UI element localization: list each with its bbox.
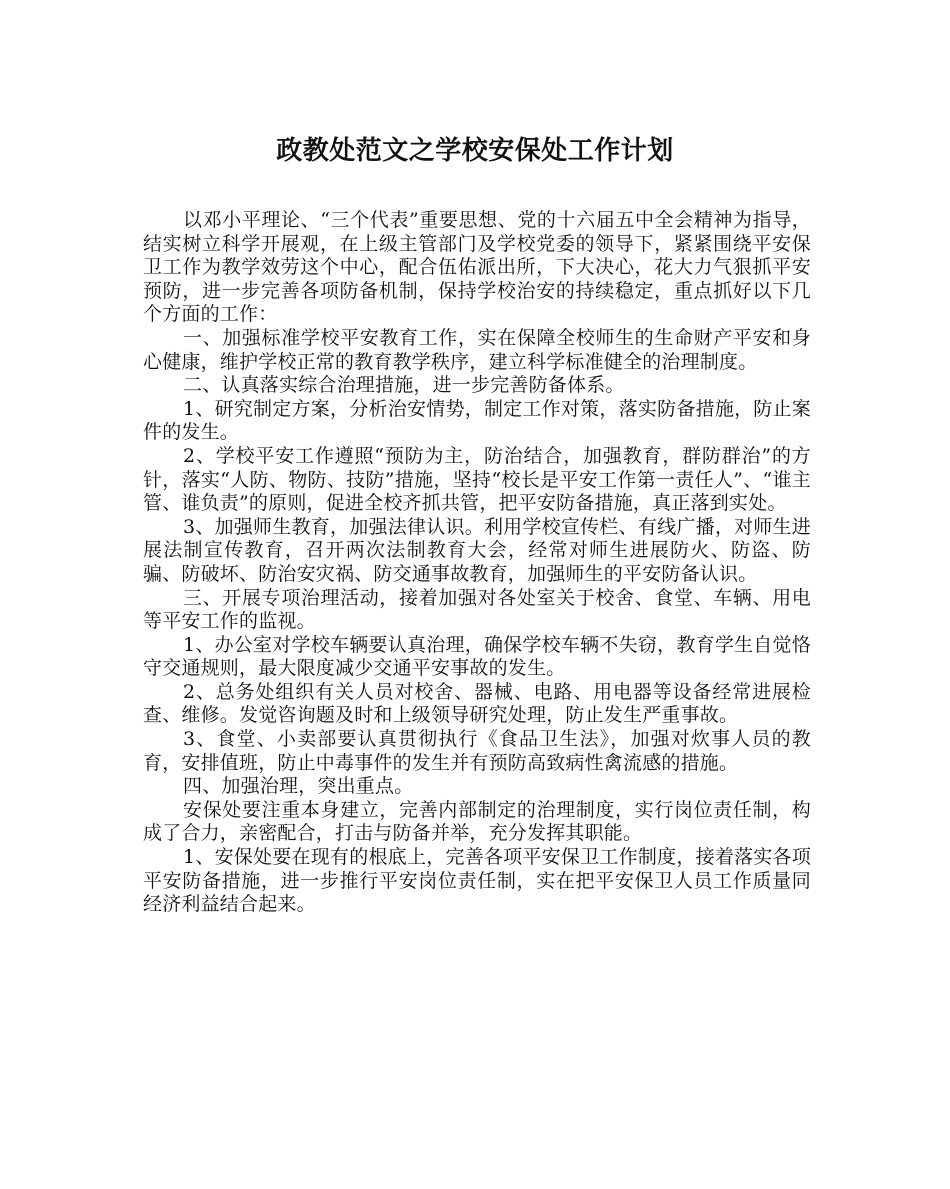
document-body — [143, 209, 811, 917]
paragraph-section-2: 二、认真落实综合治理措施，进一步完善防备体系。 — [183, 374, 625, 397]
paragraph-section-1: 一、加强标准学校平安教育工作，实在保障全校师生的生命财产平安和身心健康，维护学校正常的教育教学秩序，建立科学标准健全的治理制度。 — [143, 326, 811, 373]
paragraph-section-4: 四、加强治理，突出重点。 — [183, 775, 414, 798]
paragraph-section-2-item-3: 3、加强师生教育，加强法律认识。利用学校宣传栏、有线广播，对师生进展法制宣传教育，召开两次法制教育大会，经常对师生进展防火、防盗、防骗、防破坏、防治安灾祸、防交通事故教育，加强师生的平安防备认识。 — [143, 515, 811, 585]
paragraph-section-3-item-1: 1、办公室对学校车辆要认真治理，确保学校车辆不失窃，教育学生自觉恪守交通规则，最大限度减少交通平安事故的发生。 — [143, 633, 811, 680]
paragraph-section-2-item-2: 2、学校平安工作遵照“预防为主，防治结合，加强教育，群防群治”的方针，落实“人防、物防、技防”措施，坚持“校长是平安工作第一责任人”、“谁主管、谁负责”的原则，促进全校齐抓共管，把平安防备措施，真正落到实处。 — [143, 444, 812, 515]
document-title: 政教处范文之学校安保处工作计划 — [276, 136, 674, 166]
paragraph-section-2-item-1: 1、研究制定方案，分析治安情势，制定工作对策，落实防备措施，防止案件的发生。 — [143, 397, 811, 444]
paragraph-section-3: 三、开展专项治理活动，接着加强对各处室关于校舍、食堂、车辆、用电等平安工作的监视。 — [143, 586, 811, 633]
paragraph-intro: 以邓小平理论、“三个代表”重要思想、党的十六届五中全会精神为指导，结实树立科学开展观，在上级主管部门及学校党委的领导下，紧紧围绕平安保卫工作为教学效劳这个中心，配合伍佑派出所，下大决心，花大力气狠抓平安预防，进一步完善各项防备机制，保持学校治安的持续稳定，重点抓好以下几个方面的工作： — [143, 209, 811, 326]
paragraph-section-4-intro: 安保处要注重本身建立，完善内部制定的治理制度，实行岗位责任制，构成了合力，亲密配合，打击与防备并举，充分发挥其职能。 — [143, 798, 811, 845]
paragraph-section-3-item-3: 3、食堂、小卖部要认真贯彻执行《食品卫生法》，加强对炊事人员的教育，安排值班，防止中毒事件的发生并有预防高致病性禽流感的措施。 — [143, 728, 811, 774]
paragraph-section-3-item-2: 2、总务处组织有关人员对校舍、器械、电路、用电器等设备经常进展检查、维修。发觉咨询题及时和上级领导研究处理，防止发生严重事故。 — [143, 680, 811, 727]
paragraph-section-4-item-1: 1、安保处要在现有的根底上，完善各项平安保卫工作制度，接着落实各项平安防备措施，进一步推行平安岗位责任制，实在把平安保卫人员工作质量同经济利益结合起来。 — [143, 846, 811, 916]
